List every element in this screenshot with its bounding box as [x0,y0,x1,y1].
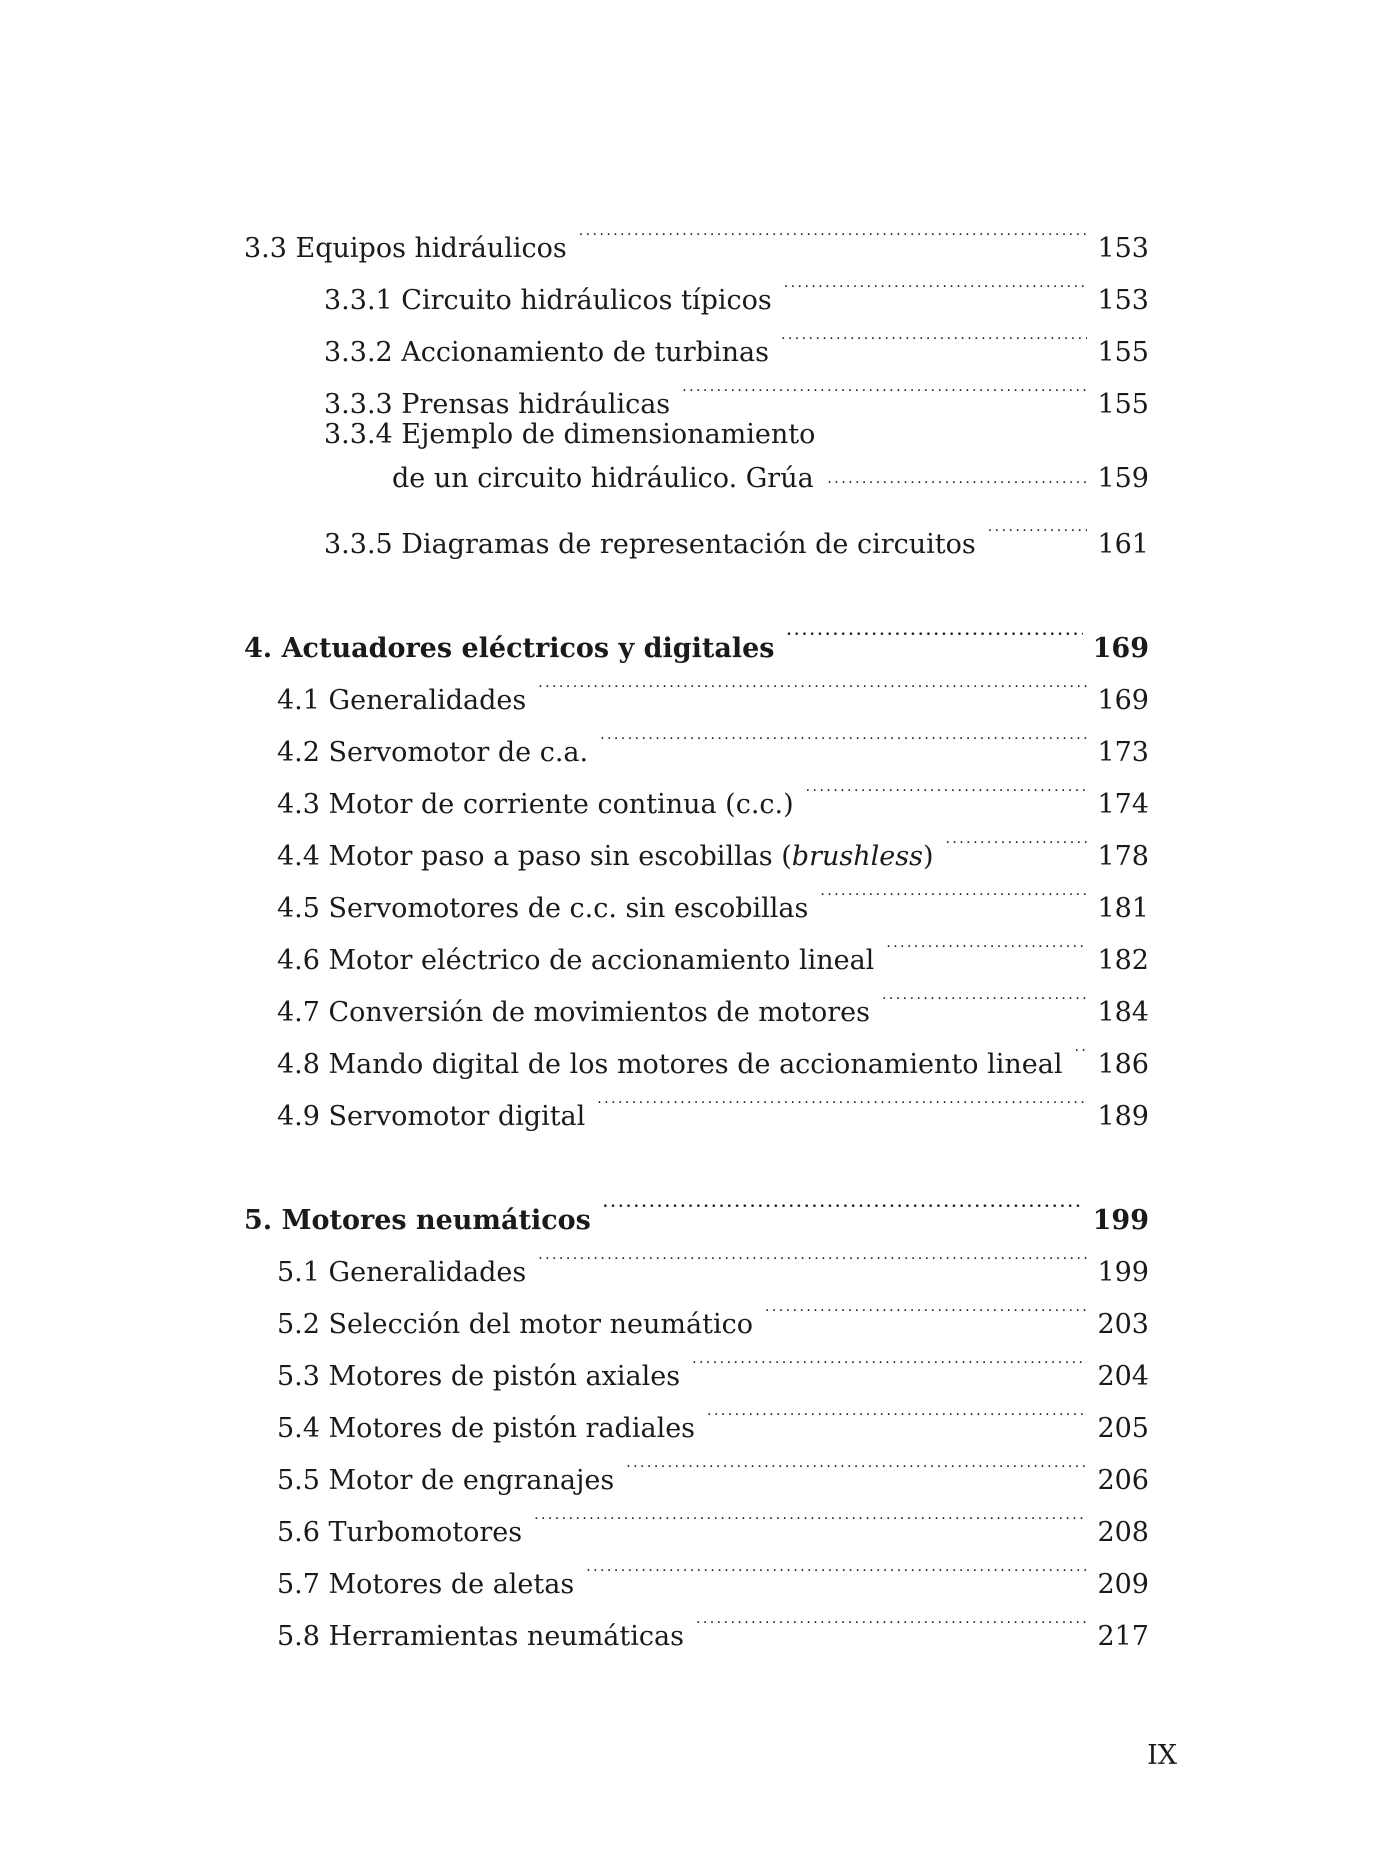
toc-entry-title: 3.3.3 Prensas hidráulicas [324,389,671,420]
dot-leader [538,1229,1087,1281]
toc-entry-page: 217 [1097,1621,1149,1652]
toc-entry-title: 5.4 Motores de pistón radiales [277,1413,696,1444]
toc-entry-title-line1: 3.3.4 Ejemplo de dimensionamiento [324,419,816,450]
dot-leader [945,813,1087,865]
toc-entry [244,917,1149,976]
toc-entry-page: 155 [1097,389,1149,420]
toc-entry-title: 4.2 Servomotor de c.a. [277,737,589,768]
toc-entry-page: 199 [1097,1257,1149,1288]
toc-entry [244,413,1149,501]
toc-entry-page: 208 [1097,1517,1149,1548]
dot-leader [538,657,1087,709]
dot-leader [597,1073,1087,1125]
toc-entry-title: 4.3 Motor de corriente continua (c.c.) [277,789,794,820]
toc-entry [244,1385,1149,1444]
dot-leader [603,1177,1083,1229]
toc-entry-title: 5.1 Generalidades [277,1257,527,1288]
toc-entry [244,969,1149,1028]
toc-entry [244,1333,1149,1392]
toc-entry-page: 159 [1097,463,1149,494]
dot-leader [1074,1021,1087,1073]
toc-entry-title: 4.6 Motor eléctrico de accionamiento lineal [277,945,875,976]
toc-entry [244,1437,1149,1496]
toc-entry-page: 203 [1097,1309,1149,1340]
toc-entry-title [324,413,815,501]
toc-entry-title-close: ) [922,841,934,872]
dot-leader [988,501,1088,553]
toc-entry [244,309,1149,368]
toc-entry [244,1593,1149,1652]
toc-chapter-entry [244,1177,1149,1236]
toc-entry-page: 155 [1097,337,1149,368]
toc-entry-title: 4.1 Generalidades [277,685,527,716]
dot-leader [682,361,1087,413]
toc-entry [244,709,1149,768]
toc-entry-title: 4. Actuadores eléctricos y digitales [244,633,775,664]
toc-entry [244,257,1149,316]
toc-entry [244,1541,1149,1600]
toc-entry-title: 5.6 Turbomotores [277,1517,523,1548]
toc-entry-page: 205 [1097,1413,1149,1444]
toc-entry-page: 178 [1097,841,1149,872]
toc-entry-title-text: 4.4 Motor paso a paso sin escobillas ( [277,841,792,872]
toc-entry-page: 186 [1097,1049,1149,1080]
toc-entry-title: 5.8 Herramientas neumáticas [277,1621,684,1652]
toc-entry-title: 4.8 Mando digital de los motores de accionamiento lineal [277,1049,1063,1080]
toc-entry [244,1021,1149,1080]
toc-entry-title: 5.7 Motores de aletas [277,1569,575,1600]
toc-entry-page: 153 [1097,233,1149,264]
toc-entry-page: 181 [1097,893,1149,924]
dot-leader [692,1333,1087,1385]
toc-entry-page: 204 [1097,1361,1149,1392]
toc-entry-page: 161 [1097,529,1149,560]
dot-leader [784,257,1088,309]
dot-leader [765,1281,1087,1333]
toc-entry-page: 182 [1097,945,1149,976]
dot-leader [600,709,1087,761]
toc-entry [244,205,1149,264]
toc-chapter-entry [244,605,1149,664]
toc-entry-title: 4.5 Servomotores de c.c. sin escobillas [277,893,809,924]
dot-leader [827,457,1087,501]
dot-leader [882,969,1087,1021]
toc-entry [244,865,1149,924]
toc-entry-page: 174 [1097,789,1149,820]
toc-entry [244,361,1149,420]
dot-leader [586,1541,1087,1593]
toc-entry [244,813,1149,872]
toc-entry-page: 169 [1097,685,1149,716]
dot-leader [707,1385,1087,1437]
dot-leader [579,205,1088,257]
toc-entry-title: 5.5 Motor de engranajes [277,1465,615,1496]
toc-entry-title: 4.9 Servomotor digital [277,1101,586,1132]
toc-entry-title-line2: de un circuito hidráulico. Grúa [392,463,814,494]
toc-entry-page: 173 [1097,737,1149,768]
toc-entry [244,761,1149,820]
toc-entry-page: 169 [1092,633,1149,664]
toc-entry [244,1073,1149,1132]
toc-entry-page: 206 [1097,1465,1149,1496]
toc-entry-page: 189 [1097,1101,1149,1132]
toc-entry-title: 5.3 Motores de pistón axiales [277,1361,681,1392]
dot-leader [806,761,1088,813]
toc-entry-title: 3.3.5 Diagramas de representación de circuitos [324,529,976,560]
toc-entry-title: 4.7 Conversión de movimientos de motores [277,997,870,1028]
toc-entry-title: 3.3.2 Accionamiento de turbinas [324,337,769,368]
table-of-contents [244,205,1149,1652]
toc-entry-title: 5.2 Selección del motor neumático [277,1309,753,1340]
dot-leader [786,605,1082,657]
toc-entry [244,657,1149,716]
dot-leader [886,917,1087,969]
toc-entry-title: 3.3 Equipos hidráulicos [244,233,567,264]
dot-leader [534,1489,1087,1541]
toc-entry-page: 184 [1097,997,1149,1028]
toc-entry [244,1229,1149,1288]
dot-leader [626,1437,1087,1489]
dot-leader [781,309,1088,361]
page-folio: IX [1147,1740,1177,1771]
dot-leader [696,1593,1087,1645]
dot-leader [820,865,1087,917]
toc-entry-title: 3.3.1 Circuito hidráulicos típicos [324,285,772,316]
toc-entry [244,501,1149,560]
toc-entry-page: 199 [1092,1205,1149,1236]
toc-entry-title-italic: brushless [791,841,923,872]
toc-entry-title: 5. Motores neumáticos [244,1205,591,1236]
toc-entry-page: 209 [1097,1569,1149,1600]
toc-entry [244,1281,1149,1340]
toc-entry-page: 153 [1097,285,1149,316]
toc-entry [244,1489,1149,1548]
